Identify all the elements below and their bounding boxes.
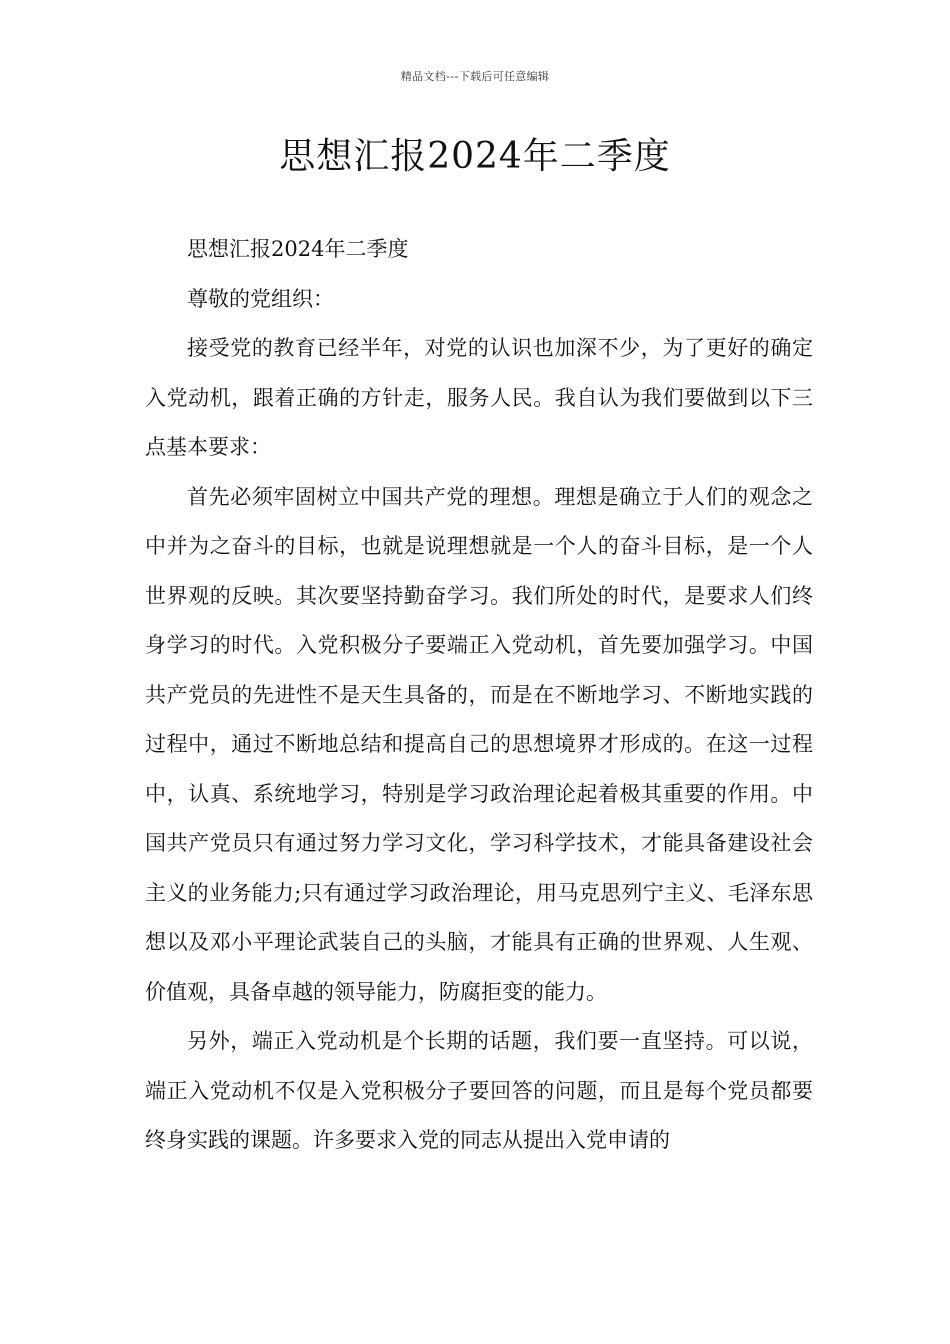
body-paragraph-motivation: 另外，端正入党动机是个长期的话题，我们要一直坚持。可以说，端正入党动机不仅是入党积极分子要回答的问题，而且是每个党员都要终身实践的课题。许多要求入党的同志从提出入党申请的 — [145, 1029, 813, 1152]
body-paragraph-intro: 接受党的教育已经半年，对党的认识也加深不少，为了更好的确定入党动机，跟着正确的方针走，服务人民。我自认为我们要做到以下三点基本要求： — [145, 336, 813, 459]
subtitle-paragraph: 思想汇报2024年二季度 — [187, 237, 409, 261]
page-header-note: 精品文档---下载后可任意编辑 — [400, 70, 550, 83]
document-title: 思想汇报2024年二季度 — [279, 136, 671, 177]
salutation-paragraph: 尊敬的党组织： — [187, 286, 334, 311]
document-body — [145, 225, 813, 1166]
body-paragraph-ideals: 首先必须牢固树立中国共产党的理想。理想是确立于人们的观念之中并为之奋斗的目标，也就是说理想就是一个人的奋斗目标，是一个人世界观的反映。其次要坚持勤奋学习。我们所处的时代，是要求人们终身学习的时代。入党积极分子要端正入党动机，首先要加强学习。中国共产党员的先进性不是天生具备的，而是在不断地学习、不断地实践的过程中，通过不断地总结和提高自己的思想境界才形成的。在这一过程中，认真、系统地学习，特别是学习政治理论起着极其重要的作用。中国共产党员只有通过努力学习文化，学习科学技术，才能具备建设社会主义的业务能力;只有通过学习政治理论，用马克思列宁主义、毛泽东思想以及邓小平理论武装自己的头脑，才能具有正确的世界观、人生观、价值观，具备卓越的领导能力，防腐拒变的能力。 — [145, 484, 813, 1004]
